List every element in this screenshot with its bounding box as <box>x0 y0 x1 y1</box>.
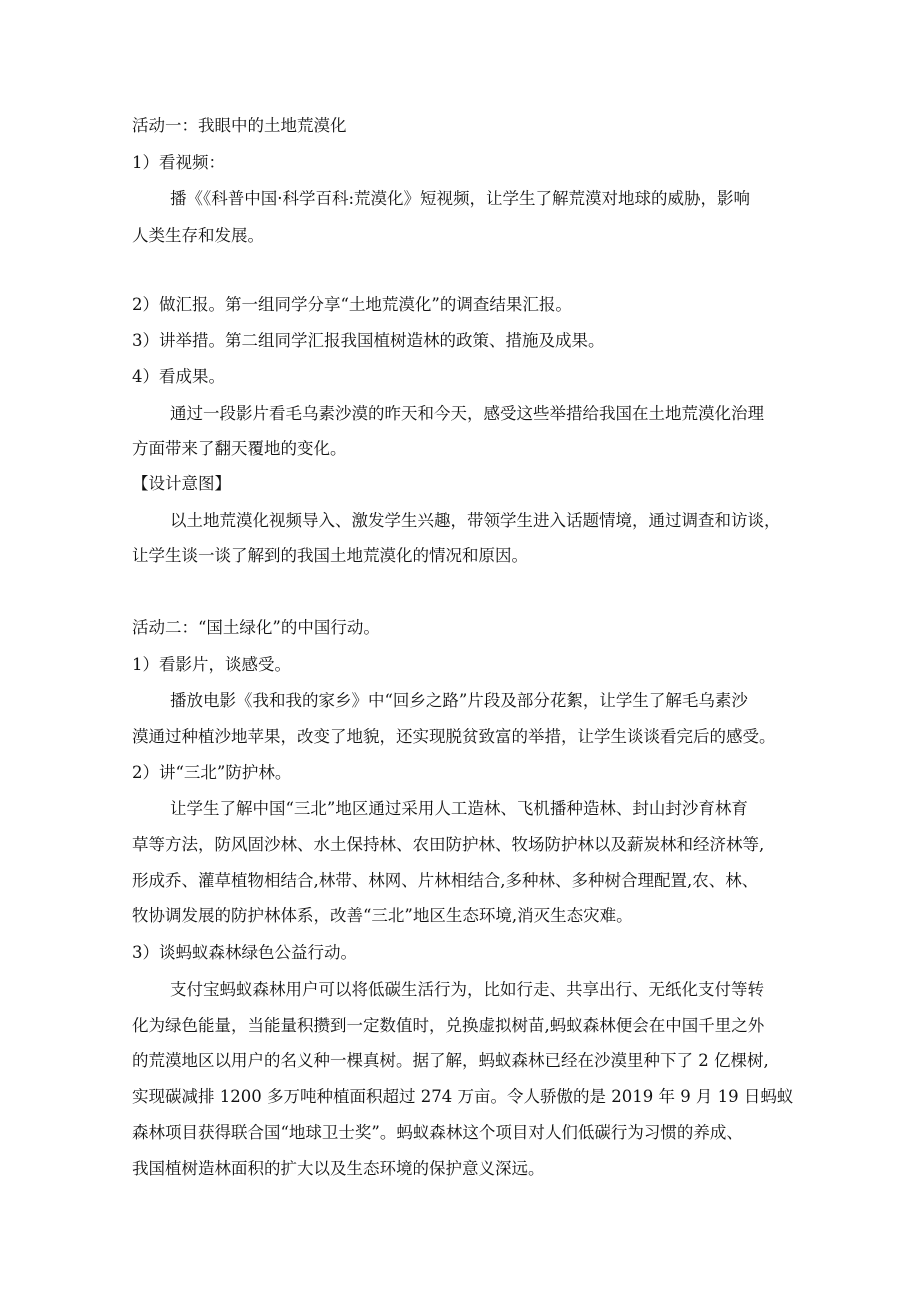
activity-2-item-2-body-line-1: 让学生了解中国“三北”地区通过采用人工造林、飞机播种造林、封山封沙育林育 <box>170 799 748 818</box>
activity-1-item-1-body-line-1: 播《《科普中国·科学百科:荒漠化》短视频，让学生了解荒漠对地球的威胁，影响 <box>170 189 751 208</box>
activity-1-item-3: 3）讲举措。第二组同学汇报我国植树造林的政策、措施及成果。 <box>132 331 605 350</box>
activity-2-item-2-body-line-3: 形成乔、灌草植物相结合,林带、林网、片林相结合,多种林、多种树合理配置,农、林、 <box>132 871 759 890</box>
activity-1-item-4: 4）看成果。 <box>132 367 225 386</box>
activity-2-item-3: 3）谈蚂蚁森林绿色公益行动。 <box>132 943 357 962</box>
activity-2-item-2: 2）讲“三北”防护林。 <box>132 763 292 782</box>
activity-1-item-1-body-line-2: 人类生存和发展。 <box>132 226 264 245</box>
activity-1-title: 活动一：我眼中的土地荒漠化 <box>132 116 347 135</box>
design-intent-heading: 【设计意图】 <box>132 474 231 493</box>
activity-2-item-3-body-line-6: 我国植树造林面积的扩大以及生态环境的保护意义深远。 <box>132 1159 545 1178</box>
activity-2-item-3-body-line-5: 森林项目获得联合国“地球卫士奖”。蚂蚁森林这个项目对人们低碳行为习惯的养成、 <box>132 1123 743 1142</box>
activity-2-item-1-body-line-1: 播放电影《我和我的家乡》中“回乡之路”片段及部分花絮，让学生了解毛乌素沙 <box>170 691 748 710</box>
activity-2-title: 活动二：“国土绿化”的中国行动。 <box>132 618 380 637</box>
activity-1-item-2: 2）做汇报。第一组同学分享“土地荒漠化”的调查结果汇报。 <box>132 295 572 314</box>
activity-2-item-3-body-line-4: 实现碳减排 1200 多万吨种植面积超过 274 万亩。令人骄傲的是 2019 年 9 月 19 日蚂蚁 <box>132 1087 794 1106</box>
activity-1-item-4-body-line-2: 方面带来了翻天覆地的变化。 <box>132 439 347 458</box>
activity-2-item-1: 1）看影片，谈感受。 <box>132 655 291 674</box>
design-intent-line-1: 以土地荒漠化视频导入、激发学生兴趣，带领学生进入话题情境，通过调查和访谈， <box>170 511 781 530</box>
design-intent-line-2: 让学生谈一谈了解到的我国土地荒漠化的情况和原因。 <box>132 546 528 565</box>
activity-2-item-2-body-line-4: 牧协调发展的防护林体系，改善“三北”地区生态环境,消灭生态灾难。 <box>132 906 633 925</box>
activity-2-item-3-body-line-1: 支付宝蚂蚁森林用户可以将低碳生活行为，比如行走、共享出行、无纸化支付等转 <box>170 980 764 999</box>
activity-1-item-1: 1）看视频： <box>132 153 225 172</box>
activity-2-item-3-body-line-2: 化为绿色能量，当能量积攒到一定数值时，兑换虚拟树苗,蚂蚁森林便会在中国千里之外 <box>132 1016 765 1035</box>
activity-2-item-1-body-line-2: 漠通过种植沙地苹果，改变了地貌，还实现脱贫致富的举措，让学生谈谈看完后的感受。 <box>132 727 776 746</box>
activity-2-item-3-body-line-3: 的荒漠地区以用户的名义种一棵真树。据了解，蚂蚁森林已经在沙漠里种下了 2 亿棵树, <box>132 1051 769 1070</box>
activity-1-item-4-body-line-1: 通过一段影片看毛乌素沙漠的昨天和今天，感受这些举措给我国在土地荒漠化治理 <box>170 404 764 423</box>
activity-2-item-2-body-line-2: 草等方法，防风固沙林、水土保持林、农田防护林、牧场防护林以及薪炭林和经济林等, <box>132 835 765 854</box>
